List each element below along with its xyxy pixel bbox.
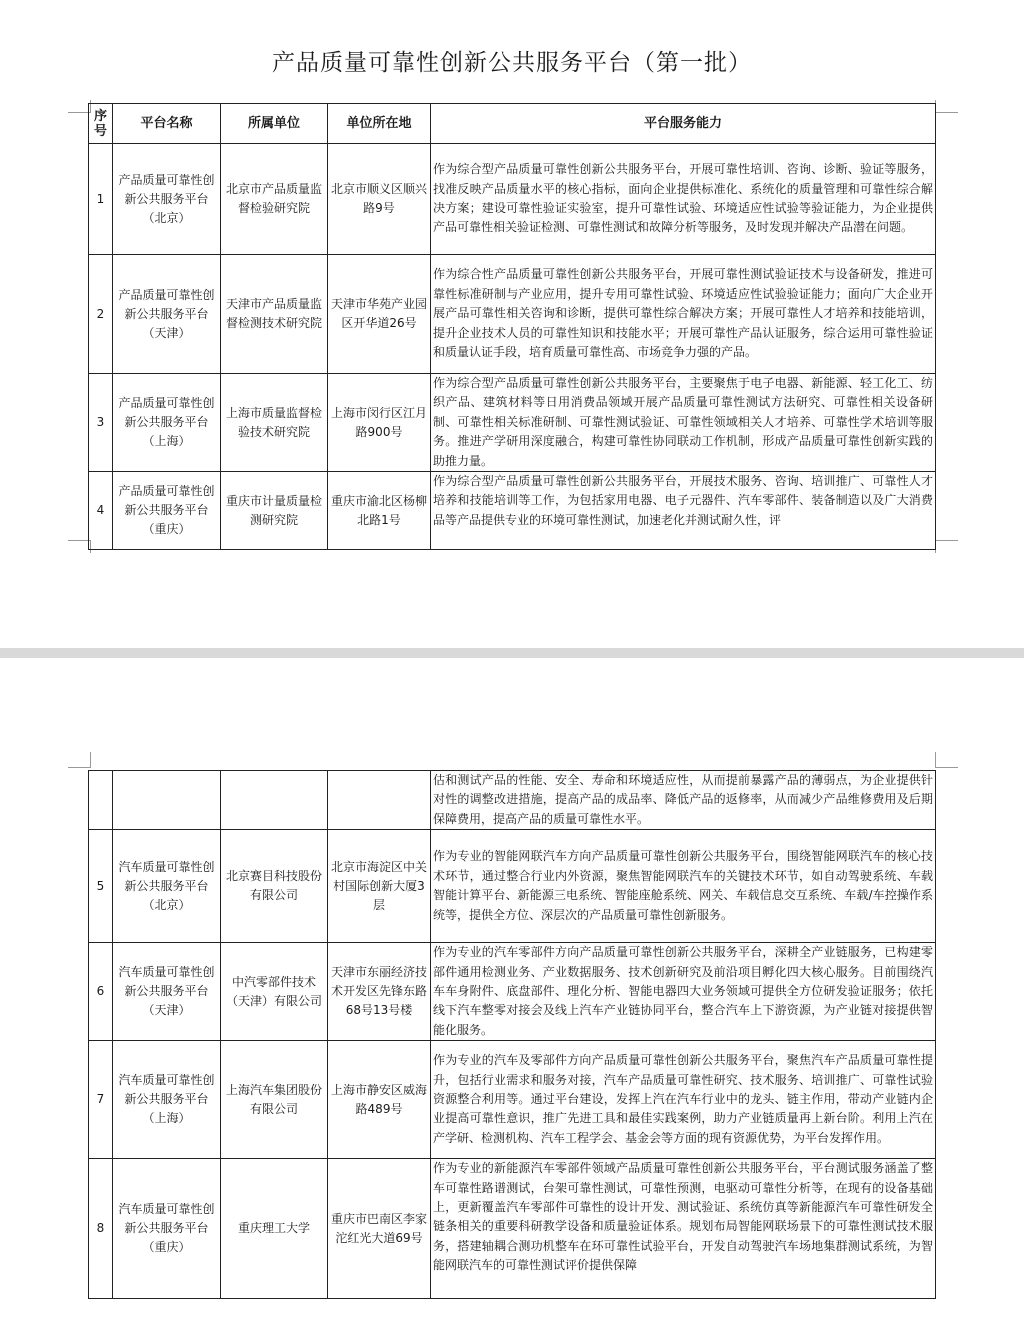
table-row [89, 255, 936, 374]
row-location: 重庆市渝北区杨柳北路1号 [328, 472, 431, 550]
document-page-2 [0, 658, 1024, 1324]
row-location: 天津市华苑产业园区开华道26号 [328, 255, 431, 374]
row-capability: 作为综合型产品质量可靠性创新公共服务平台，主要聚焦于电子电器、新能源、轻工化工、纺织产品、建筑材料等日用消费品领域开展产品质量可靠性测试方法研究、可靠性相关设备研制、可靠性相关标准研制、可靠性测试验证、可靠性领域相关人才培养、可靠性学术培训等服务。推进产学研用深度融合，构建可靠性协同联动工作机制，形成产品质量可靠性创新实践的助推力量。 [431, 374, 936, 472]
row-unit: 北京市产品质量监督检验研究院 [221, 144, 328, 255]
row-unit: 中汽零部件技术（天津）有限公司 [221, 943, 328, 1041]
row-seq: 1 [89, 144, 113, 255]
row-unit: 天津市产品质量监督检测技术研究院 [221, 255, 328, 374]
page-separator [0, 648, 1024, 658]
row-location: 北京市海淀区中关村国际创新大厦3层 [328, 830, 431, 943]
header-seq: 序号 [89, 104, 113, 144]
row-location: 天津市东丽经济技术开发区先锋东路68号13号楼 [328, 943, 431, 1041]
row-location: 重庆市巴南区李家沱红光大道69号 [328, 1159, 431, 1299]
row-seq: 3 [89, 374, 113, 472]
header-unit: 所属单位 [221, 104, 328, 144]
row-name: 汽车质量可靠性创新公共服务平台（天津） [113, 943, 221, 1041]
row-capability: 作为综合性产品质量可靠性创新公共服务平台，开展可靠性测试验证技术与设备研发，推进可靠性标准研制与产业应用，提升专用可靠性试验、环境适应性试验验证能力；面向广大企业开展产品可靠性相关咨询和诊断，提供可靠性综合解决方案；开展可靠性人才培养和技能培训，提升企业技术人员的可靠性知识和技能水平；开展可靠性产品认证服务，综合运用可靠性验证和质量认证手段，培育质量可靠性高、市场竞争力强的产品。 [431, 255, 936, 374]
row-name: 产品质量可靠性创新公共服务平台（重庆） [113, 472, 221, 550]
row-capability: 作为专业的新能源汽车零部件领域产品质量可靠性创新公共服务平台，平台测试服务涵盖了整车可靠性路谱测试，台架可靠性测试，可靠性预测，电驱动可靠性分析等，在现有的设备基础上，更新覆盖汽车零部件可靠性的设计开发、测试验证、系统仿真等新能源汽车可靠性研发全链条相关的重要科研教学设备和质量验证体系。规划布局智能网联场景下的可靠性测试技术服务，搭建轴耦合测功机整车在环可靠性试验平台，开发自动驾驶汽车场地集群测试系统，为智能网联汽车的可靠性测试评价提供保障 [431, 1159, 936, 1299]
header-name: 平台名称 [113, 104, 221, 144]
row-name: 产品质量可靠性创新公共服务平台（天津） [113, 255, 221, 374]
row-location: 上海市闵行区江月路900号 [328, 374, 431, 472]
page-title: 产品质量可靠性创新公共服务平台（第一批） [272, 50, 752, 76]
row-seq: 6 [89, 943, 113, 1041]
row-capability: 作为专业的汽车零部件方向产品质量可靠性创新公共服务平台，深耕全产业链服务，已构建零部件通用检测业务、产业数据服务、技术创新研究及前沿项目孵化四大核心服务。目前围绕汽车车身附件、底盘部件、理化分析、智能电器四大业务领域可提供全方位研发验证服务；依托线下汽车整零对接会及线上汽车产业链协同平台，整合汽车上下游资源，为产业链对接提供智能化服务。 [431, 943, 936, 1041]
row-capability: 估和测试产品的性能、安全、寿命和环境适应性，从而提前暴露产品的薄弱点，为企业提供针对性的调整改进措施，提高产品的成品率、降低产品的返修率，从而减少产品维修费用及后期保障费用，提高产品的质量可靠性水平。 [431, 771, 936, 830]
row-name: 汽车质量可靠性创新公共服务平台（重庆） [113, 1159, 221, 1299]
table-row [89, 830, 936, 943]
table-row [89, 771, 936, 830]
table-row [89, 472, 936, 550]
table-row [89, 144, 936, 255]
row-capability: 作为综合型产品质量可靠性创新公共服务平台，开展可靠性培训、咨询、诊断、验证等服务，找准反映产品质量水平的核心指标，面向企业提供标准化、系统化的质量管理和可靠性综合解决方案；建设可靠性验证实验室，提升可靠性试验、环境适应性试验等验证能力，为企业提供产品可靠性相关验证检测、可靠性测试和故障分析等服务，及时发现并解决产品潜在问题。 [431, 144, 936, 255]
platform-table [88, 103, 936, 550]
crop-mark [935, 752, 958, 768]
crop-mark [935, 100, 958, 113]
row-capability: 作为综合型产品质量可靠性创新公共服务平台，开展技术服务、咨询、培训推广、可靠性人才培养和技能培训等工作，为包括家用电器、电子元器件、汽车零部件、装备制造以及广大消费品等产品提供专业的环境可靠性测试，加速老化并测试耐久性，评 [431, 472, 936, 550]
header-capability: 平台服务能力 [431, 104, 936, 144]
row-unit: 北京赛目科技股份有限公司 [221, 830, 328, 943]
crop-mark [935, 540, 958, 553]
row-seq: 5 [89, 830, 113, 943]
table-row [89, 943, 936, 1041]
row-location: 北京市顺义区顺兴路9号 [328, 144, 431, 255]
crop-mark [68, 752, 91, 768]
document-page-1 [0, 0, 1024, 648]
table-row [89, 374, 936, 472]
row-name: 产品质量可靠性创新公共服务平台（上海） [113, 374, 221, 472]
row-unit: 重庆理工大学 [221, 1159, 328, 1299]
table-row [89, 1159, 936, 1299]
row-name: 产品质量可靠性创新公共服务平台（北京） [113, 144, 221, 255]
platform-table-continued [88, 770, 936, 1299]
row-seq: 8 [89, 1159, 113, 1299]
table-header-row [89, 104, 936, 144]
row-unit: 上海市质量监督检验技术研究院 [221, 374, 328, 472]
row-name: 汽车质量可靠性创新公共服务平台（上海） [113, 1041, 221, 1159]
header-location: 单位所在地 [328, 104, 431, 144]
row-capability: 作为专业的汽车及零部件方向产品质量可靠性创新公共服务平台，聚焦汽车产品质量可靠性提升，包括行业需求和服务对接，汽车产品质量可靠性研究、技术服务、培训推广、可靠性试验资源整合利用等。通过平台建设，发挥上汽在汽车行业中的龙头、链主作用，带动产业链内企业提高可靠性意识，推广先进工具和最佳实践案例，助力产业链质量再上新台阶。利用上汽在产学研、检测机构、汽车工程学会、基金会等方面的现有资源优势，为平台发挥作用。 [431, 1041, 936, 1159]
table-row [89, 1041, 936, 1159]
row-seq: 7 [89, 1041, 113, 1159]
row-location: 上海市静安区威海路489号 [328, 1041, 431, 1159]
row-seq: 4 [89, 472, 113, 550]
row-seq: 2 [89, 255, 113, 374]
row-capability: 作为专业的智能网联汽车方向产品质量可靠性创新公共服务平台，围绕智能网联汽车的核心技术环节，通过整合行业内外资源，聚焦智能网联汽车的关键技术环节，如自动驾驶系统、车载智能计算平台、新能源三电系统、智能座舱系统、网关、车载信息交互系统、车载/车控操作系统等，提供全方位、深层次的产品质量可靠性创新服务。 [431, 830, 936, 943]
row-unit: 上海汽车集团股份有限公司 [221, 1041, 328, 1159]
row-unit: 重庆市计量质量检测研究院 [221, 472, 328, 550]
row-name: 汽车质量可靠性创新公共服务平台（北京） [113, 830, 221, 943]
